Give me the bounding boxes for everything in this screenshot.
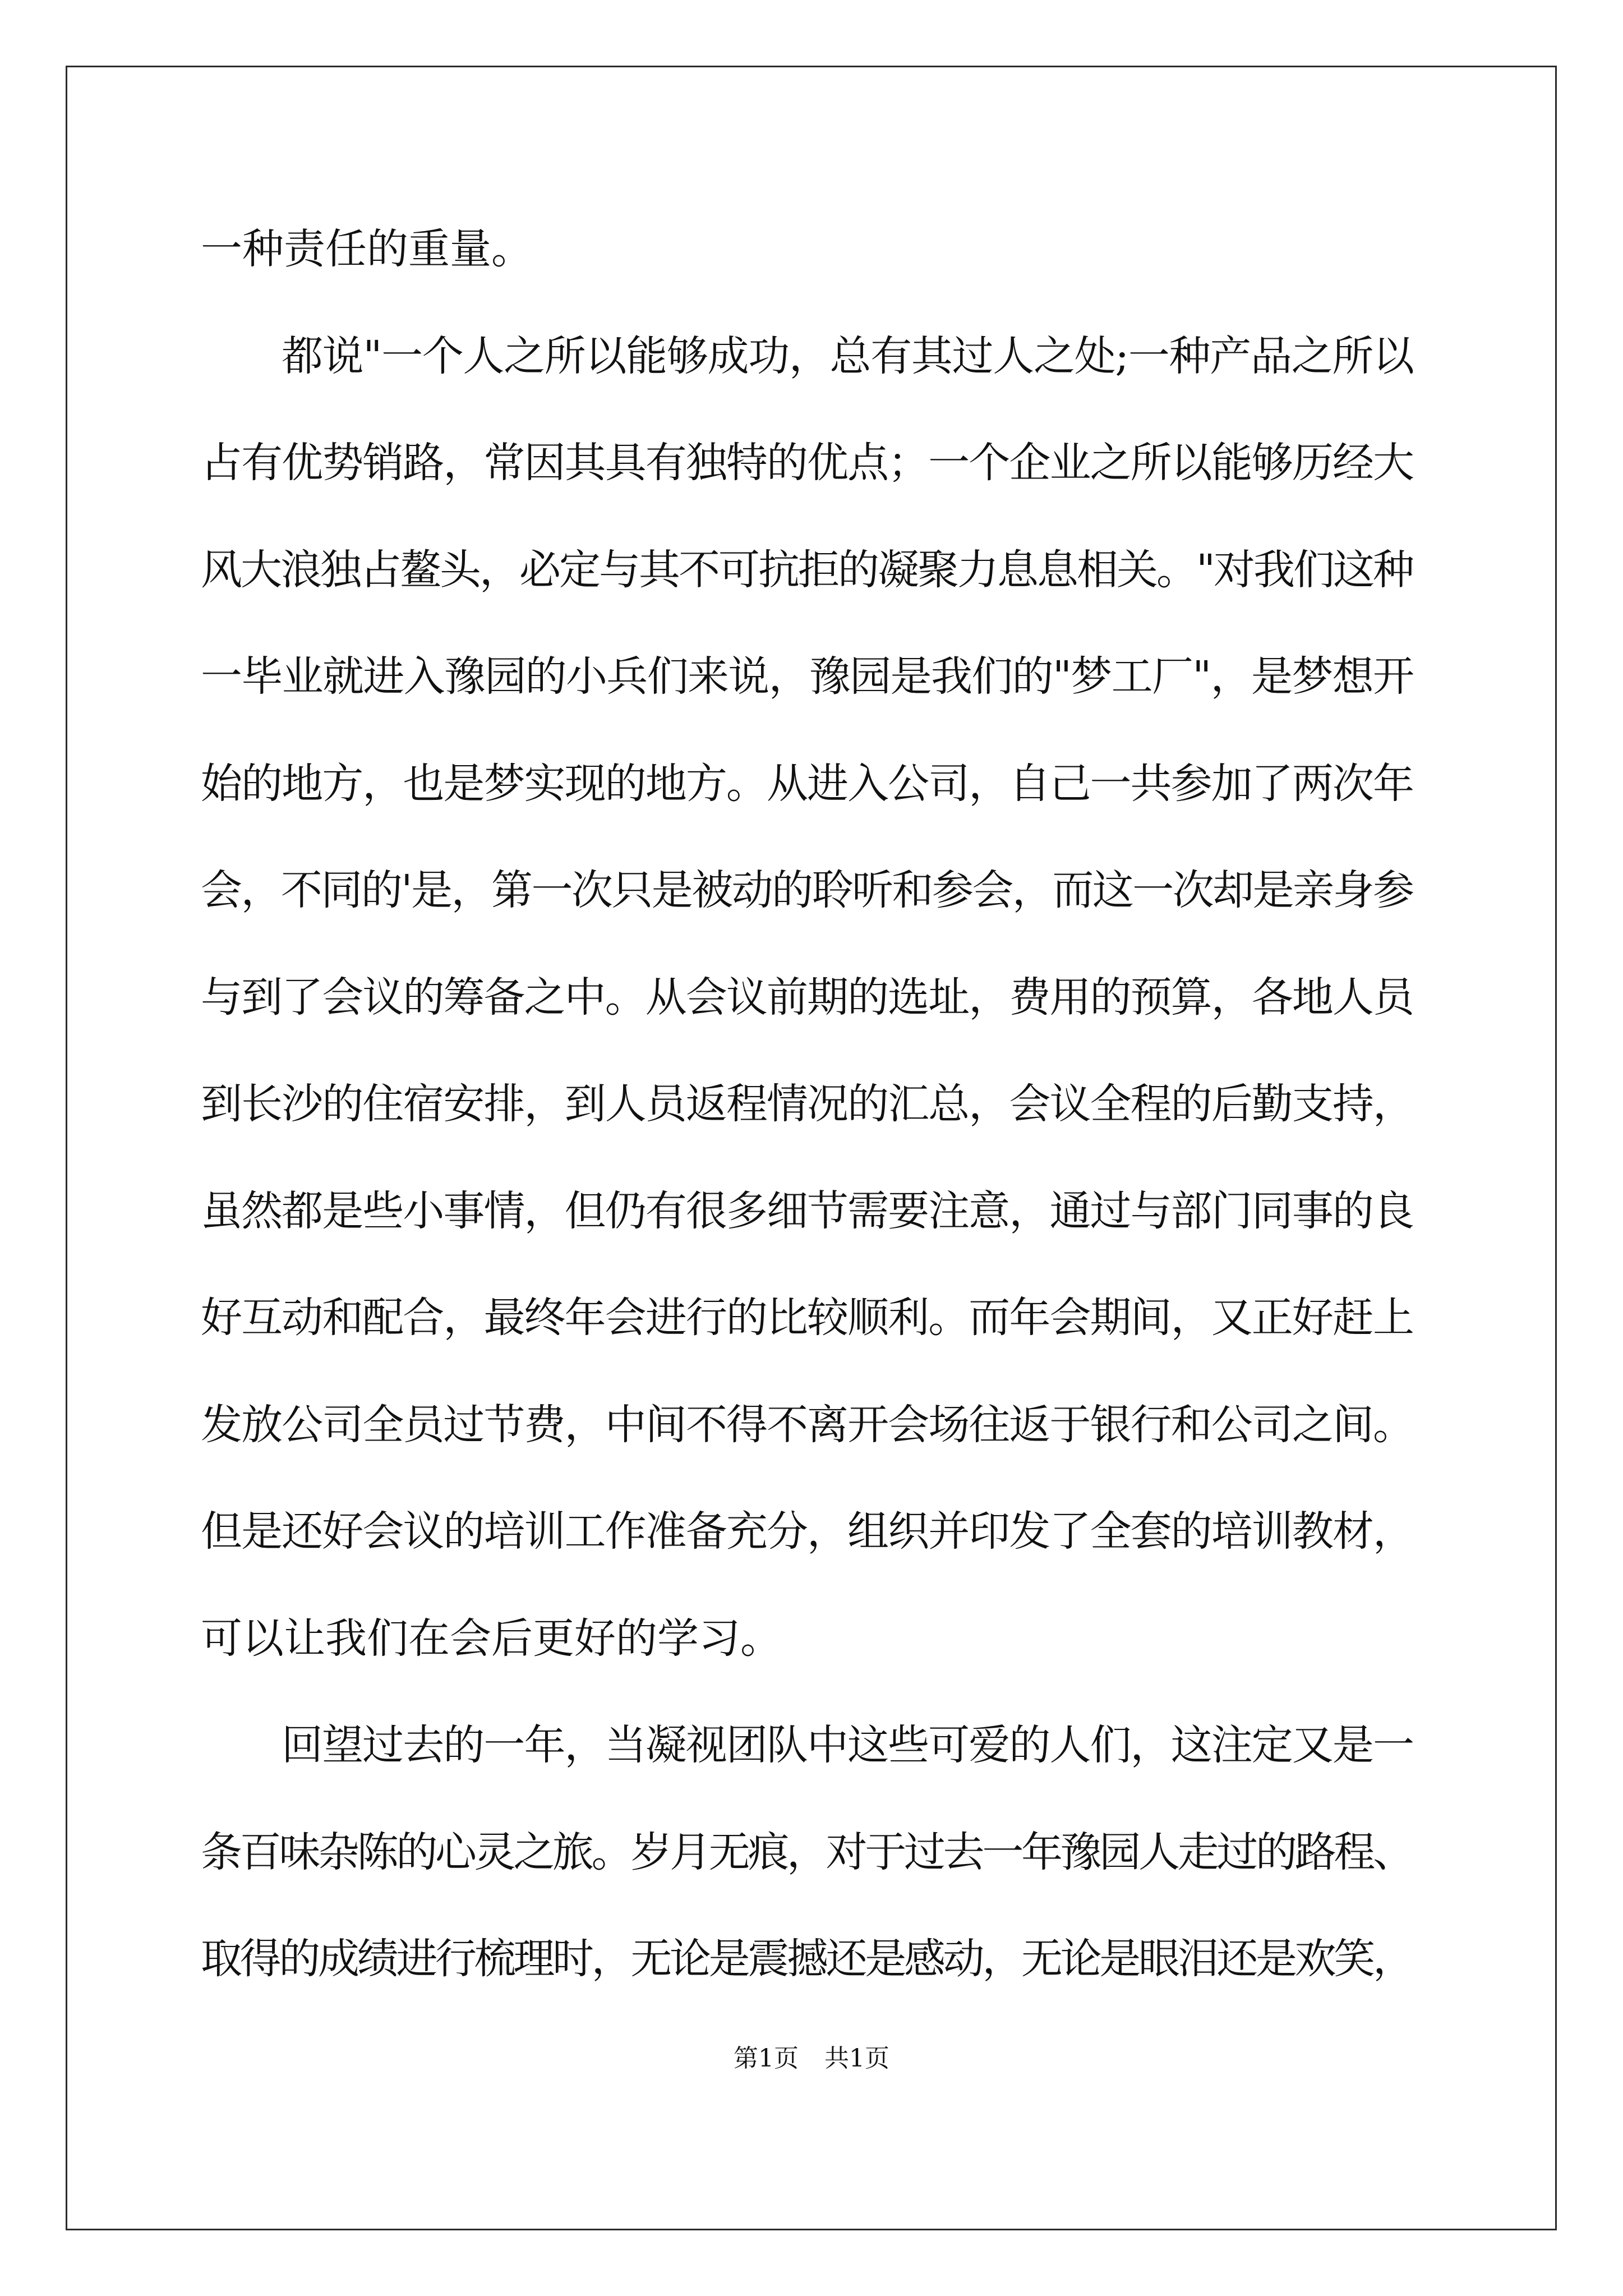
text-line: 到长沙的住宿安排，到人员返程情况的汇总，会议全程的后勤支持，	[201, 1080, 1414, 1128]
text-line: 占有优势销路，常因其具有独特的优点；一个企业之所以能够历经大	[201, 439, 1414, 487]
text-line: 都说"一个人之所以能够成功，总有其过人之处;一种产品之所以	[282, 332, 1414, 380]
page-count: 共1页	[824, 2044, 889, 2073]
text-line: 一种责任的重量。	[201, 225, 533, 273]
text-line: 但是还好会议的培训工作准备充分，组织并印发了全套的培训教材，	[201, 1507, 1414, 1556]
page-number: 第1页	[734, 2044, 799, 2073]
page-border	[66, 66, 1557, 2230]
text-line: 条百味杂陈的心灵之旅。岁月无痕，对于过去一年豫园人走过的路程、	[201, 1828, 1412, 1876]
page-footer	[0, 2046, 1623, 2071]
text-line: 虽然都是些小事情，但仍有很多细节需要注意，通过与部门同事的良	[201, 1186, 1414, 1235]
text-line: 始的地方，也是梦实现的地方。从进入公司，自己一共参加了两次年	[201, 759, 1414, 808]
text-line: 与到了会议的筹备之中。从会议前期的选址，费用的预算，各地人员	[201, 973, 1414, 1022]
text-line: 一毕业就进入豫园的小兵们来说，豫园是我们的"梦工厂"，是梦想开	[201, 652, 1414, 701]
text-line: 回望过去的一年，当凝视团队中这些可爱的人们，这注定又是一	[282, 1721, 1414, 1769]
text-line: 可以让我们在会后更好的学习。	[201, 1614, 782, 1663]
text-line: 好互动和配合，最终年会进行的比较顺利。而年会期间，又正好赶上	[201, 1294, 1414, 1342]
text-line: 会，不同的'是，第一次只是被动的聆听和参会，而这一次却是亲身参	[201, 866, 1413, 914]
text-line: 风大浪独占鳌头，必定与其不可抗拒的凝聚力息息相关。"对我们这种	[201, 545, 1413, 594]
text-line: 取得的成绩进行梳理时，无论是震撼还是感动，无论是眼泪还是欢笑，	[201, 1935, 1412, 1983]
text-line: 发放公司全员过节费，中间不得不离开会场往返于银行和公司之间。	[201, 1400, 1414, 1449]
